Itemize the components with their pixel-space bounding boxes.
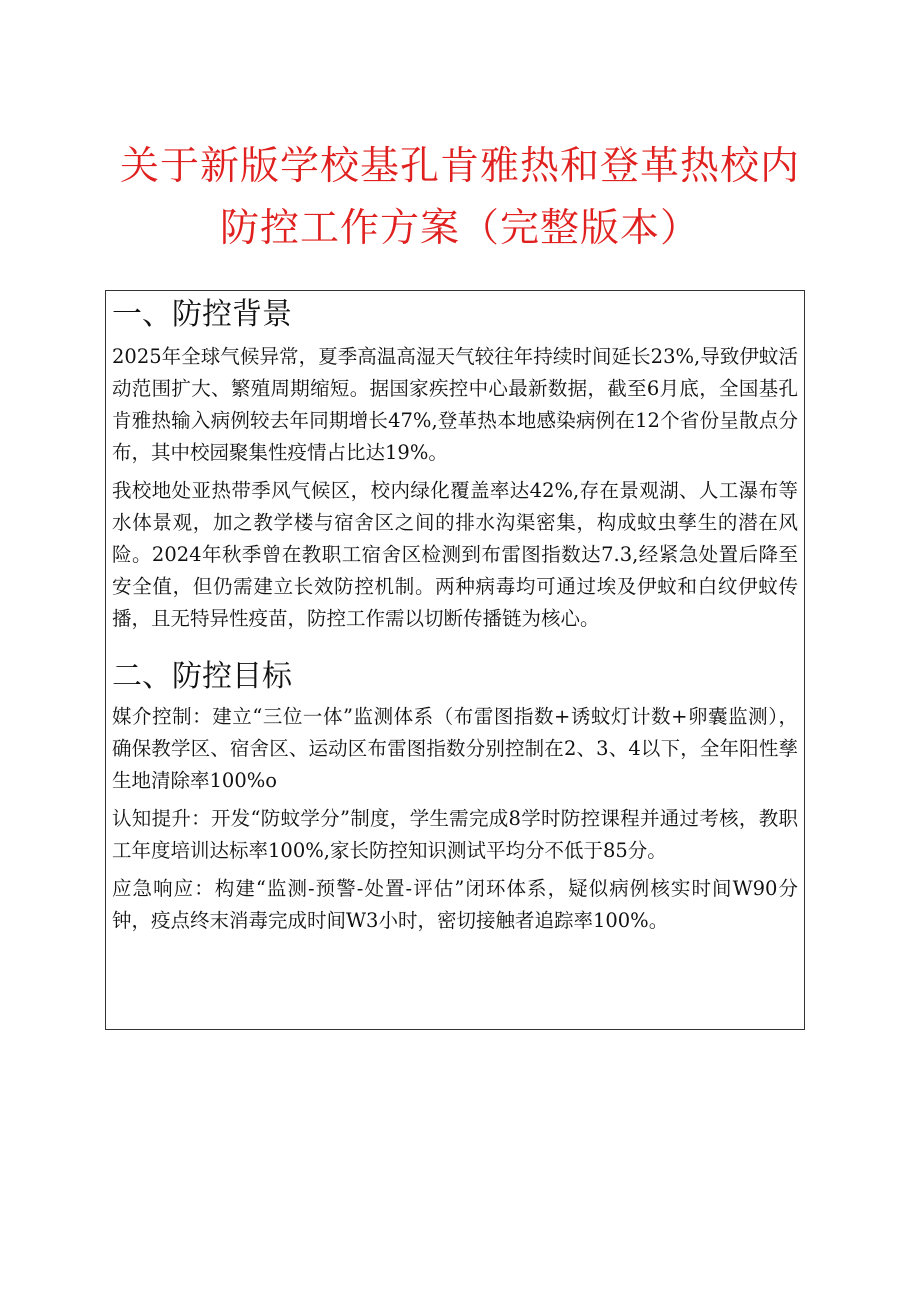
section-heading-goals: 二、防控目标 bbox=[112, 659, 292, 694]
document-title-line-1: 关于新版学校基孔肯雅热和登革热校内 bbox=[119, 144, 800, 189]
document-title-line-2: 防控工作方案（完整版本） bbox=[219, 206, 700, 251]
background-paragraph-2: 我校地处亚热带季风气候区，校内绿化覆盖率达42%,存在景观湖、人工瀑布等水体景观，加之教学楼与宿舍区之间的排水沟渠密集，构成蚊虫孳生的潜在风险。2024年秋季曾在教职工宿舍区检测到布雷图指数达7.3,经紧急处置后降至安全值，但仍需建立长效防控机制。两种病毒均可通过埃及伊蚊和白纹伊蚊传播，且无特异性疫苗，防控工作需以切断传播链为核心。 bbox=[112, 479, 798, 630]
document-title bbox=[60, 136, 860, 260]
section-heading-background: 一、防控背景 bbox=[112, 297, 292, 332]
content-box bbox=[105, 290, 805, 1030]
background-paragraph-1: 2025年全球气候异常，夏季高温高湿天气较往年持续时间延长23%,导致伊蚊活动范围扩大、繁殖周期缩短。据国家疾控中心最新数据，截至6月底，全国基孔肯雅热输入病例较去年同期增长47%,登革热本地感染病例在12个省份呈散点分布，其中校园聚集性疫情占比达19%。 bbox=[112, 345, 798, 464]
goal-emergency-response: 应急响应：构建“监测-预警-处置-评估”闭环体系，疑似病例核实时间W90分钟，疫点终末消毒完成时间W3小时，密切接触者追踪率100%。 bbox=[112, 877, 798, 932]
goal-awareness: 认知提升：开发“防蚊学分”制度，学生需完成8学时防控课程并通过考核，教职工年度培训达标率100%,家长防控知识测试平均分不低于85分。 bbox=[112, 807, 798, 862]
goal-vector-control: 媒介控制：建立“三位一体”监测体系（布雷图指数+诱蚊灯计数+卵囊监测），确保教学区、宿舍区、运动区布雷图指数分别控制在2、3、4以下，全年阳性孳生地清除率100%o bbox=[112, 705, 798, 792]
